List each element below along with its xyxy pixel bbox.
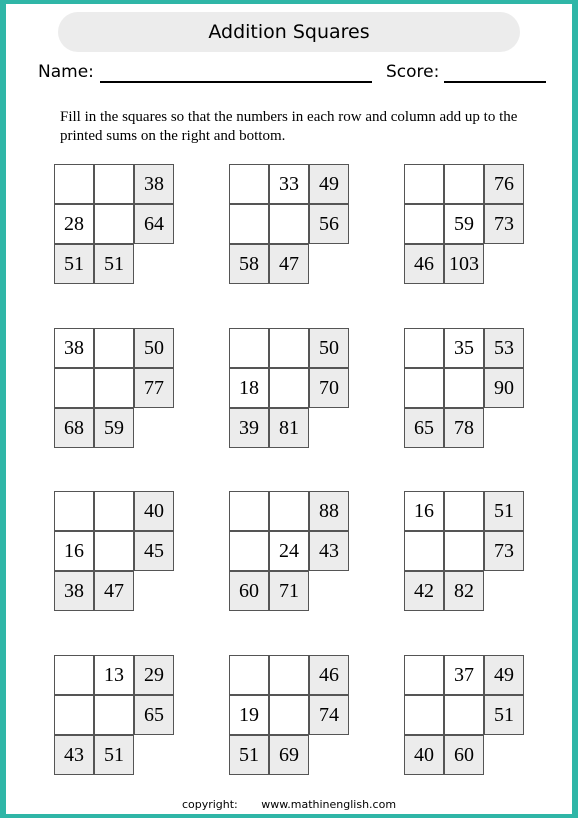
entry-cell[interactable] <box>94 531 134 571</box>
entry-cell[interactable] <box>229 164 269 204</box>
sum-cell: 39 <box>229 408 269 448</box>
addition-square-6 <box>404 328 526 450</box>
addition-square-9 <box>404 491 526 613</box>
sum-cell: 40 <box>404 735 444 775</box>
sum-cell: 29 <box>134 655 174 695</box>
sum-cell: 65 <box>404 408 444 448</box>
sum-cell: 76 <box>484 164 524 204</box>
entry-cell[interactable] <box>269 695 309 735</box>
sum-cell: 82 <box>444 571 484 611</box>
entry-cell[interactable] <box>229 328 269 368</box>
sum-cell: 51 <box>484 491 524 531</box>
sum-cell: 73 <box>484 204 524 244</box>
entry-cell[interactable] <box>94 368 134 408</box>
sum-cell: 103 <box>444 244 484 284</box>
entry-cell[interactable]: 33 <box>269 164 309 204</box>
entry-cell[interactable] <box>404 368 444 408</box>
entry-cell[interactable] <box>54 164 94 204</box>
addition-square-7 <box>54 491 176 613</box>
sum-cell: 46 <box>309 655 349 695</box>
copyright-label: copyright: <box>181 798 238 811</box>
sum-cell: 53 <box>484 328 524 368</box>
sum-cell: 51 <box>94 735 134 775</box>
sum-cell: 51 <box>54 244 94 284</box>
addition-square-3 <box>404 164 526 286</box>
instructions-text: Fill in the squares so that the numbers in each row and column add up to the printed sums on the right and bottom. <box>60 109 518 144</box>
sum-cell: 51 <box>229 735 269 775</box>
worksheet-page <box>6 4 572 814</box>
entry-cell[interactable] <box>269 368 309 408</box>
name-field[interactable] <box>100 81 372 83</box>
entry-cell[interactable] <box>404 531 444 571</box>
entry-cell[interactable] <box>94 491 134 531</box>
sum-cell: 59 <box>94 408 134 448</box>
score-label: Score: <box>386 62 440 82</box>
entry-cell[interactable] <box>229 204 269 244</box>
entry-cell[interactable] <box>94 164 134 204</box>
sum-cell: 49 <box>484 655 524 695</box>
sum-cell: 43 <box>309 531 349 571</box>
addition-square-2 <box>229 164 351 286</box>
entry-cell[interactable] <box>269 328 309 368</box>
entry-cell[interactable] <box>229 531 269 571</box>
sum-cell: 42 <box>404 571 444 611</box>
sum-cell: 77 <box>134 368 174 408</box>
sum-cell: 43 <box>54 735 94 775</box>
score-field[interactable] <box>444 81 546 83</box>
addition-square-1 <box>54 164 176 286</box>
sum-cell: 88 <box>309 491 349 531</box>
entry-cell[interactable] <box>94 328 134 368</box>
entry-cell[interactable] <box>94 695 134 735</box>
sum-cell: 58 <box>229 244 269 284</box>
entry-cell[interactable]: 35 <box>444 328 484 368</box>
sum-cell: 74 <box>309 695 349 735</box>
sum-cell: 70 <box>309 368 349 408</box>
entry-cell[interactable]: 38 <box>54 328 94 368</box>
name-score-row <box>38 62 548 88</box>
sum-cell: 73 <box>484 531 524 571</box>
sum-cell: 51 <box>94 244 134 284</box>
entry-cell[interactable] <box>54 368 94 408</box>
entry-cell[interactable] <box>229 491 269 531</box>
entry-cell[interactable] <box>404 328 444 368</box>
sum-cell: 47 <box>269 244 309 284</box>
sum-cell: 49 <box>309 164 349 204</box>
sum-cell: 69 <box>269 735 309 775</box>
entry-cell[interactable] <box>404 695 444 735</box>
sum-cell: 60 <box>444 735 484 775</box>
entry-cell[interactable]: 24 <box>269 531 309 571</box>
entry-cell[interactable]: 19 <box>229 695 269 735</box>
entry-cell[interactable]: 28 <box>54 204 94 244</box>
entry-cell[interactable] <box>444 368 484 408</box>
entry-cell[interactable]: 59 <box>444 204 484 244</box>
name-label: Name: <box>38 62 94 82</box>
addition-square-12 <box>404 655 526 777</box>
entry-cell[interactable] <box>444 531 484 571</box>
entry-cell[interactable] <box>54 491 94 531</box>
sum-cell: 45 <box>134 531 174 571</box>
footer <box>6 798 572 811</box>
entry-cell[interactable] <box>54 655 94 695</box>
entry-cell[interactable]: 16 <box>54 531 94 571</box>
sum-cell: 50 <box>309 328 349 368</box>
site-link[interactable]: www.mathinenglish.com <box>261 798 397 811</box>
sum-cell: 65 <box>134 695 174 735</box>
sum-cell: 81 <box>269 408 309 448</box>
entry-cell[interactable] <box>444 695 484 735</box>
entry-cell[interactable] <box>269 655 309 695</box>
sum-cell: 47 <box>94 571 134 611</box>
addition-square-4 <box>54 328 176 450</box>
sum-cell: 90 <box>484 368 524 408</box>
entry-cell[interactable] <box>94 204 134 244</box>
sum-cell: 50 <box>134 328 174 368</box>
sum-cell: 68 <box>54 408 94 448</box>
sum-cell: 71 <box>269 571 309 611</box>
entry-cell[interactable] <box>444 164 484 204</box>
sum-cell: 56 <box>309 204 349 244</box>
sum-cell: 38 <box>54 571 94 611</box>
entry-cell[interactable] <box>54 695 94 735</box>
entry-cell[interactable] <box>444 491 484 531</box>
addition-square-11 <box>229 655 351 777</box>
sum-cell: 46 <box>404 244 444 284</box>
sum-cell: 60 <box>229 571 269 611</box>
sum-cell: 51 <box>484 695 524 735</box>
entry-cell[interactable] <box>404 655 444 695</box>
sum-cell: 64 <box>134 204 174 244</box>
entry-cell[interactable] <box>404 204 444 244</box>
entry-cell[interactable]: 13 <box>94 655 134 695</box>
entry-cell[interactable]: 18 <box>229 368 269 408</box>
entry-cell[interactable] <box>229 655 269 695</box>
addition-square-8 <box>229 491 351 613</box>
sum-cell: 40 <box>134 491 174 531</box>
worksheet-title: Addition Squares <box>58 12 520 52</box>
sum-cell: 78 <box>444 408 484 448</box>
entry-cell[interactable] <box>404 164 444 204</box>
entry-cell[interactable]: 37 <box>444 655 484 695</box>
entry-cell[interactable]: 16 <box>404 491 444 531</box>
entry-cell[interactable] <box>269 491 309 531</box>
addition-square-5 <box>229 328 351 450</box>
addition-square-10 <box>54 655 176 777</box>
sum-cell: 38 <box>134 164 174 204</box>
entry-cell[interactable] <box>269 204 309 244</box>
